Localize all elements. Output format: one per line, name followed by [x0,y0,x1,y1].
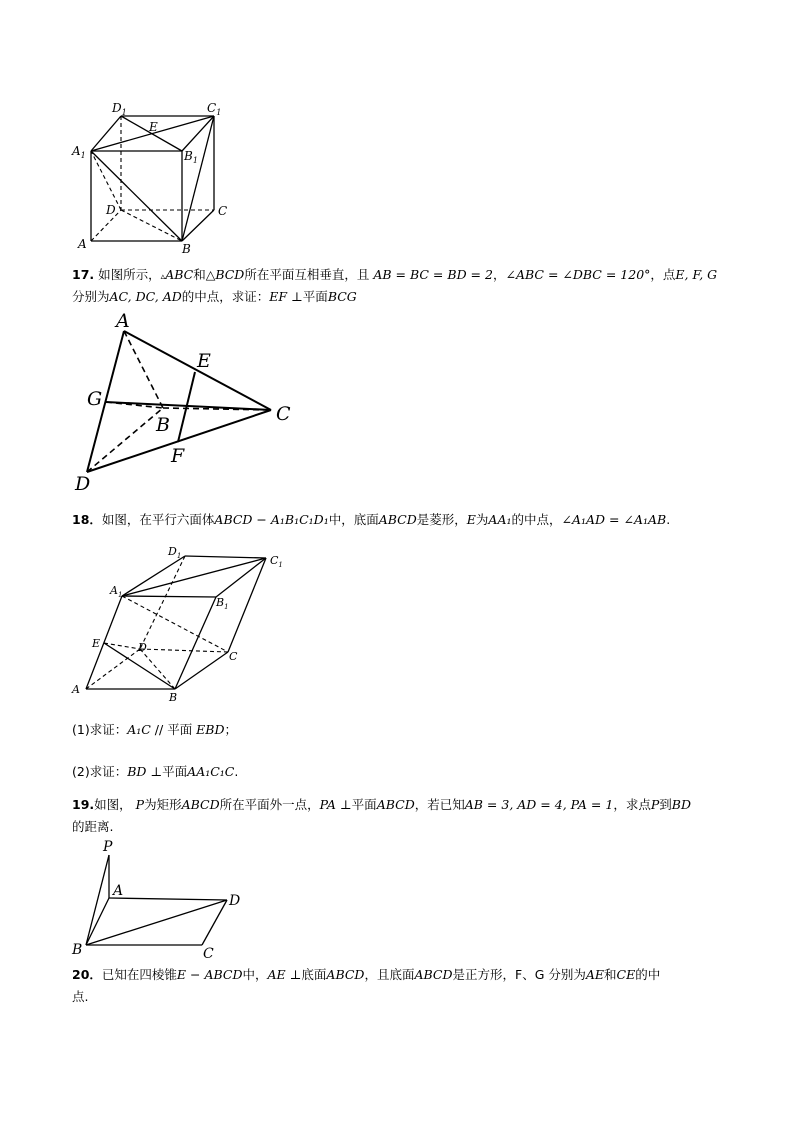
q19-line1: 19.如图， P为矩形ABCD所在平面外一点，PA ⊥平面ABCD，若已知AB = 3, AD = 4, PA = 1，求点P到BD [72,797,691,812]
q18-line1: 18．如图，在平行六面体ABCD − A₁B₁C₁D₁中，底面ABCD是菱形，E为AA₁的中点，∠A₁AD = ∠A₁AB. [72,512,671,527]
cube-label-C: C [218,204,228,218]
q17-line2: 分别为AC, DC, AD的中点，求证：EF ⊥平面BCG [72,289,357,304]
q19-label-D: D [229,893,241,909]
cube-label-B: B [182,242,191,256]
cube-label-A1: $A_1$ [72,144,86,160]
cube-label-E: E [149,120,158,134]
q17-label-D: D [75,473,91,495]
q19-figure [68,836,248,964]
q17-label-F: F [171,445,185,467]
cube-label-C1: $C_1$ [207,101,222,117]
q19-label-B: B [72,942,83,958]
q17-line1: 17. 如图所示，▵ABC和△BCD所在平面互相垂直，且 AB = BC = BD = 2，∠ABC = ∠DBC = 120°，点E, F, G [72,267,718,282]
q17-label-A: A [116,310,130,332]
q18-label-A: A [72,683,80,696]
q18-label-C: C [229,650,238,663]
q19-label-A: A [113,883,124,899]
q18-label-B: B [169,691,178,704]
q18-label-D: D [138,641,147,654]
q18-label-A1: $A_1$ [110,584,123,599]
q18-label-C1: $C_1$ [270,554,283,569]
q20-line1: 20．已知在四棱锥E − ABCD中，AE ⊥底面ABCD，且底面ABCD是正方形，F、G 分别为AE和CE的中 [72,967,661,982]
q17-figure [70,305,300,497]
q18-label-D1: $D_1$ [168,545,182,560]
cube-label-B1: $B_1$ [184,149,198,165]
q19-label-C: C [203,946,214,962]
q17-label-B: B [156,414,170,436]
q18-part1: (1)求证：A₁C // 平面 EBD； [72,722,238,737]
cube-label-D1: $D_1$ [112,101,127,117]
cube-edges [91,116,214,241]
q18-label-E: E [92,637,101,650]
q18-edges [86,556,266,689]
q18-figure [68,540,293,705]
q17-label-E: E [197,350,211,372]
cube-label-A: A [78,237,87,251]
q19-label-P: P [103,839,113,855]
q19-line2: 的距离. [72,819,114,834]
q17-label-G: G [87,388,103,410]
q19-edges [86,855,227,945]
q20-line2: 点. [72,989,89,1004]
q17-label-C: C [276,403,291,425]
q18-label-B1: $B_1$ [216,596,229,611]
cube-figure [70,98,240,260]
q18-part2: (2)求证：BD ⊥平面AA₁C₁C. [72,764,239,779]
cube-label-D: D [106,203,116,217]
